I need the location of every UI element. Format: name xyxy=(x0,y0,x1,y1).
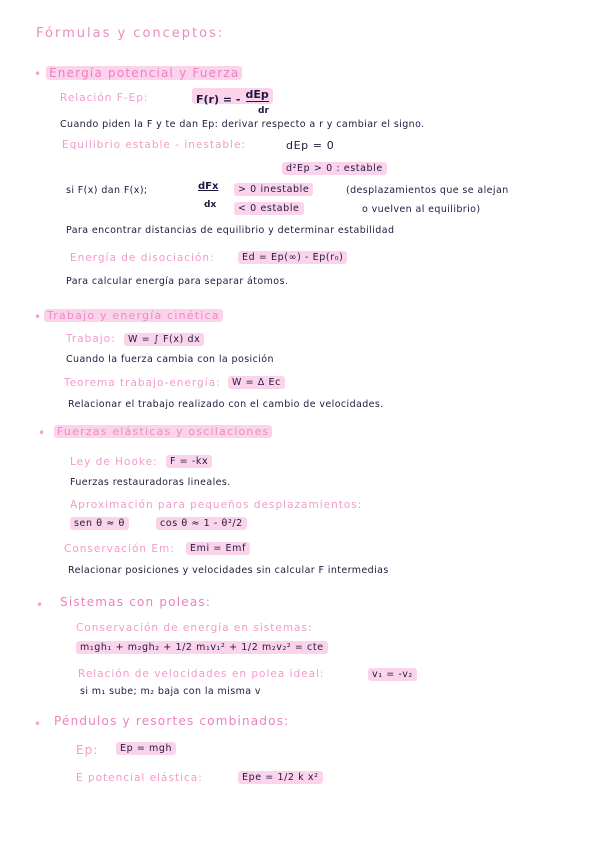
aproximacion-formula-2: cos θ ≈ 1 - θ²/2 xyxy=(156,517,247,530)
relacion-label: Relación F-Ep: xyxy=(60,92,149,104)
trabajo-label: Trabajo: xyxy=(66,333,116,345)
teorema-formula: W = Δ Ec xyxy=(228,376,285,389)
bullet-icon: • xyxy=(34,310,42,324)
para-encontrar-text: Para encontrar distancias de equilibrio y determinar estabilidad xyxy=(66,225,395,236)
trabajo-text: Cuando la fuerza cambia con la posición xyxy=(66,354,274,365)
relacion-formula-den: dr xyxy=(258,106,269,116)
disociacion-label: Energía de disociación: xyxy=(70,252,215,264)
frac-num: dFx xyxy=(198,181,219,192)
section-heading-pendulos: Péndulos y resortes combinados: xyxy=(54,714,290,728)
hooke-label: Ley de Hooke: xyxy=(70,456,158,468)
poleas-relacion-formula: v₁ = -v₂ xyxy=(368,668,417,681)
relacion-formula-num: dEp xyxy=(245,88,269,101)
poleas-conservacion-formula: m₁gh₁ + m₂gh₂ + 1/2 m₁v₁² + 1/2 m₂v₂² = cte xyxy=(76,641,328,654)
equilibrio-formula-2: d²Ep > 0 : estable xyxy=(282,162,387,175)
poleas-conservacion-label: Conservación de energía en sistemas: xyxy=(76,622,313,634)
section-heading-energia-potencial xyxy=(46,66,242,80)
bullet-icon: • xyxy=(34,67,42,81)
epe-formula: Epe = 1/2 k x² xyxy=(238,771,323,784)
bullet-icon: • xyxy=(34,717,42,731)
relacion-formula xyxy=(192,88,273,104)
si-text: si F(x) dan F(x); xyxy=(66,185,148,196)
section-heading-poleas: Sistemas con poleas: xyxy=(60,595,212,609)
trabajo-formula: W = ∫ F(x) dx xyxy=(124,333,204,346)
hooke-formula: F = -kx xyxy=(166,455,212,468)
frac-cond-1: > 0 inestable xyxy=(234,183,313,196)
bullet-icon: • xyxy=(38,426,46,440)
conservacion-em-formula: Emi = Emf xyxy=(186,542,250,555)
relacion-formula-lhs: F(r) = - xyxy=(196,93,241,106)
ep-formula: Ep = mgh xyxy=(116,742,176,755)
equilibrio-formula-1: dEp = 0 xyxy=(286,139,335,152)
aproximacion-formula-1: sen θ ≈ θ xyxy=(70,517,129,530)
conservacion-em-text: Relacionar posiciones y velocidades sin calcular F intermedias xyxy=(68,565,389,576)
hooke-text: Fuerzas restauradoras lineales. xyxy=(70,477,231,488)
section-heading-text: Fuerzas elásticas y oscilaciones xyxy=(54,425,272,438)
poleas-relacion-text: si m₁ sube; m₂ baja con la misma v xyxy=(80,686,261,697)
page-title: Fórmulas y conceptos: xyxy=(36,26,225,41)
section-heading-trabajo xyxy=(44,309,223,322)
section-heading-text: Trabajo y energía cinética xyxy=(44,309,223,322)
section-heading-fuerzas-elasticas xyxy=(54,425,272,438)
ep-label: Ep: xyxy=(76,743,99,757)
aproximacion-label: Aproximación para pequeños desplazamientos: xyxy=(70,499,363,511)
frac-den: dx xyxy=(204,200,217,210)
equilibrio-label: Equilibrio estable - inestable: xyxy=(62,139,246,151)
desplazamientos-text-2: o vuelven al equilibrio) xyxy=(362,204,481,215)
teorema-text: Relacionar el trabajo realizado con el cambio de velocidades. xyxy=(68,399,384,410)
conservacion-em-label: Conservación Em: xyxy=(64,543,175,555)
epe-label: E potencial elástica: xyxy=(76,772,203,784)
disociacion-formula: Ed = Ep(∞) - Ep(r₀) xyxy=(238,251,347,264)
relacion-text: Cuando piden la F y te dan Ep: derivar respecto a r y cambiar el signo. xyxy=(60,119,425,130)
bullet-icon: • xyxy=(36,598,44,612)
disociacion-text: Para calcular energía para separar átomos. xyxy=(66,276,289,287)
section-heading-text: Energía potencial y Fuerza xyxy=(46,66,242,80)
poleas-relacion-label: Relación de velocidades en polea ideal: xyxy=(78,668,325,680)
frac-cond-2: < 0 estable xyxy=(234,202,304,215)
teorema-label: Teorema trabajo-energía: xyxy=(64,377,221,389)
desplazamientos-text-1: (desplazamientos que se alejan xyxy=(346,185,509,196)
